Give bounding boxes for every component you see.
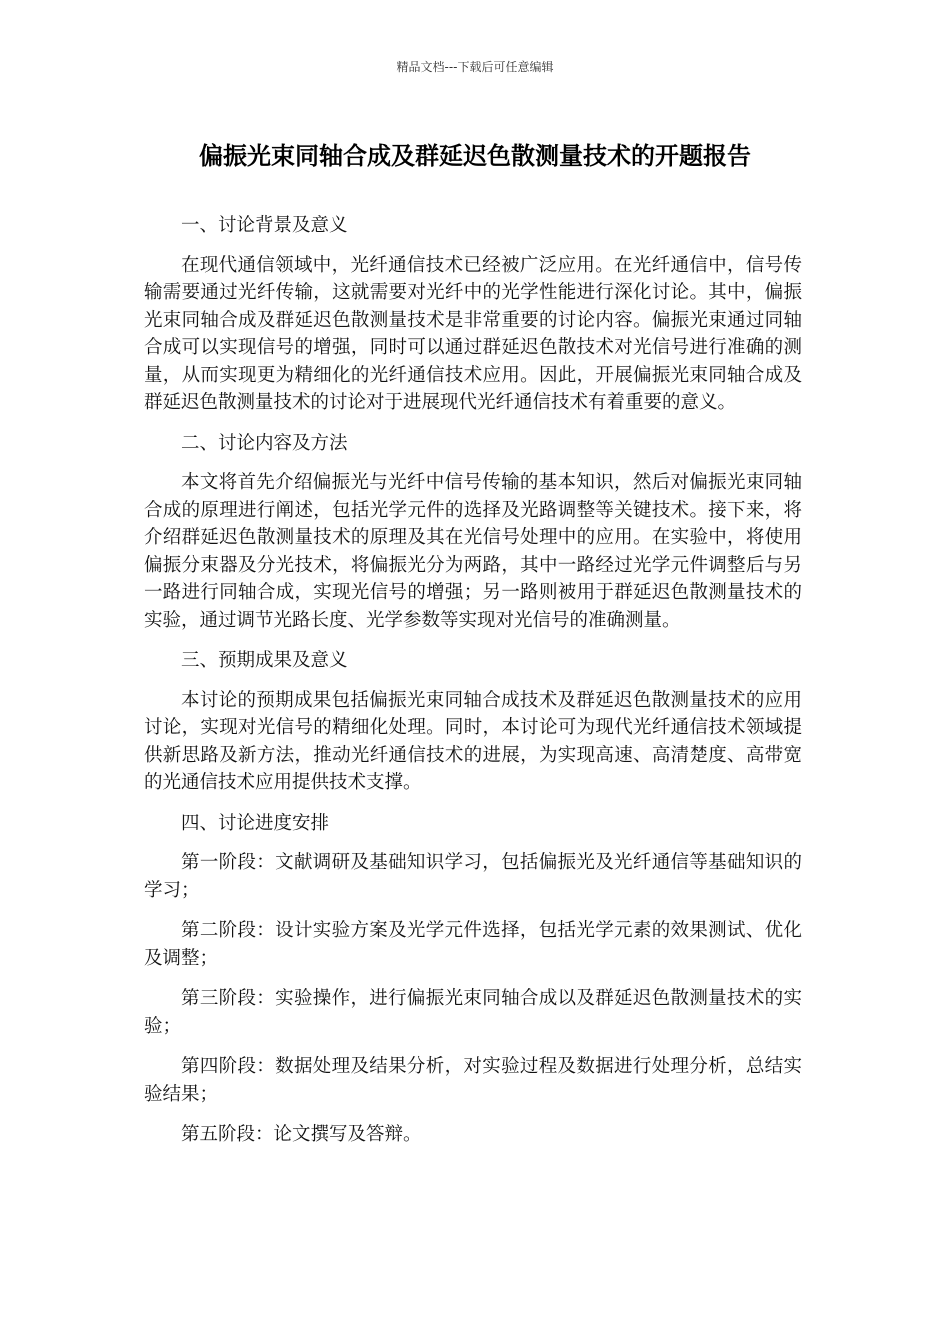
schedule-stage-1: 第一阶段：文献调研及基础知识学习，包括偏振光及光纤通信等基础知识的学习； (144, 852, 802, 901)
paragraph-background: 在现代通信领域中，光纤通信技术已经被广泛应用。在光纤通信中，信号传输需要通过光纤传输，这就需要对光纤中的光学性能进行深化讨论。其中，偏振光束同轴合成及群延迟色散测量技术是非常重要的讨论内容。偏振光束通过同轴合成可以实现信号的增强，同时可以通过群延迟色散技术对光信号进行准确的测量，从而实现更为精细化的光纤通信技术应用。因此，开展偏振光束同轴合成及群延迟色散测量技术的讨论对于进展现代光纤通信技术有着重要的意义。 (144, 254, 802, 413)
schedule-stage-3: 第三阶段：实验操作，进行偏振光束同轴合成以及群延迟色散测量技术的实验； (144, 988, 802, 1037)
header-watermark: 精品文档---下载后可任意编辑 (396, 60, 554, 74)
schedule-stage-4: 第四阶段：数据处理及结果分析，对实验过程及数据进行处理分析，总结实验结果； (144, 1056, 802, 1105)
section-heading-expected-results: 三、预期成果及意义 (181, 650, 348, 671)
schedule-stage-5: 第五阶段：论文撰写及答辩。 (181, 1124, 422, 1145)
paragraph-expected-results: 本讨论的预期成果包括偏振光束同轴合成技术及群延迟色散测量技术的应用讨论，实现对光信号的精细化处理。同时，本讨论可为现代光纤通信技术领域提供新思路及新方法，推动光纤通信技术的进展，为实现高速、高清楚度、高带宽的光通信技术应用提供技术支撑。 (144, 689, 802, 793)
section-heading-background: 一、讨论背景及意义 (181, 215, 348, 236)
section-heading-schedule: 四、讨论进度安排 (181, 812, 330, 834)
document-body (144, 212, 802, 1162)
schedule-stage-2: 第二阶段：设计实验方案及光学元件选择，包括光学元素的效果测试、优化及调整； (144, 920, 802, 969)
section-heading-content-method: 二、讨论内容及方法 (181, 432, 348, 454)
paragraph-content-method: 本文将首先介绍偏振光与光纤中信号传输的基本知识，然后对偏振光束同轴合成的原理进行阐述，包括光学元件的选择及光路调整等关键技术。接下来，将介绍群延迟色散测量技术的原理及其在光信号处理中的应用。在实验中，将使用偏振分束器及分光技术，将偏振光分为两路，其中一路经过光学元件调整后与另一路进行同轴合成，实现光信号的增强；另一路则被用于群延迟色散测量技术的实验，通过调节光路长度、光学参数等实现对光信号的准确测量。 (144, 472, 802, 631)
document-title: 偏振光束同轴合成及群延迟色散测量技术的开题报告 (199, 142, 751, 170)
